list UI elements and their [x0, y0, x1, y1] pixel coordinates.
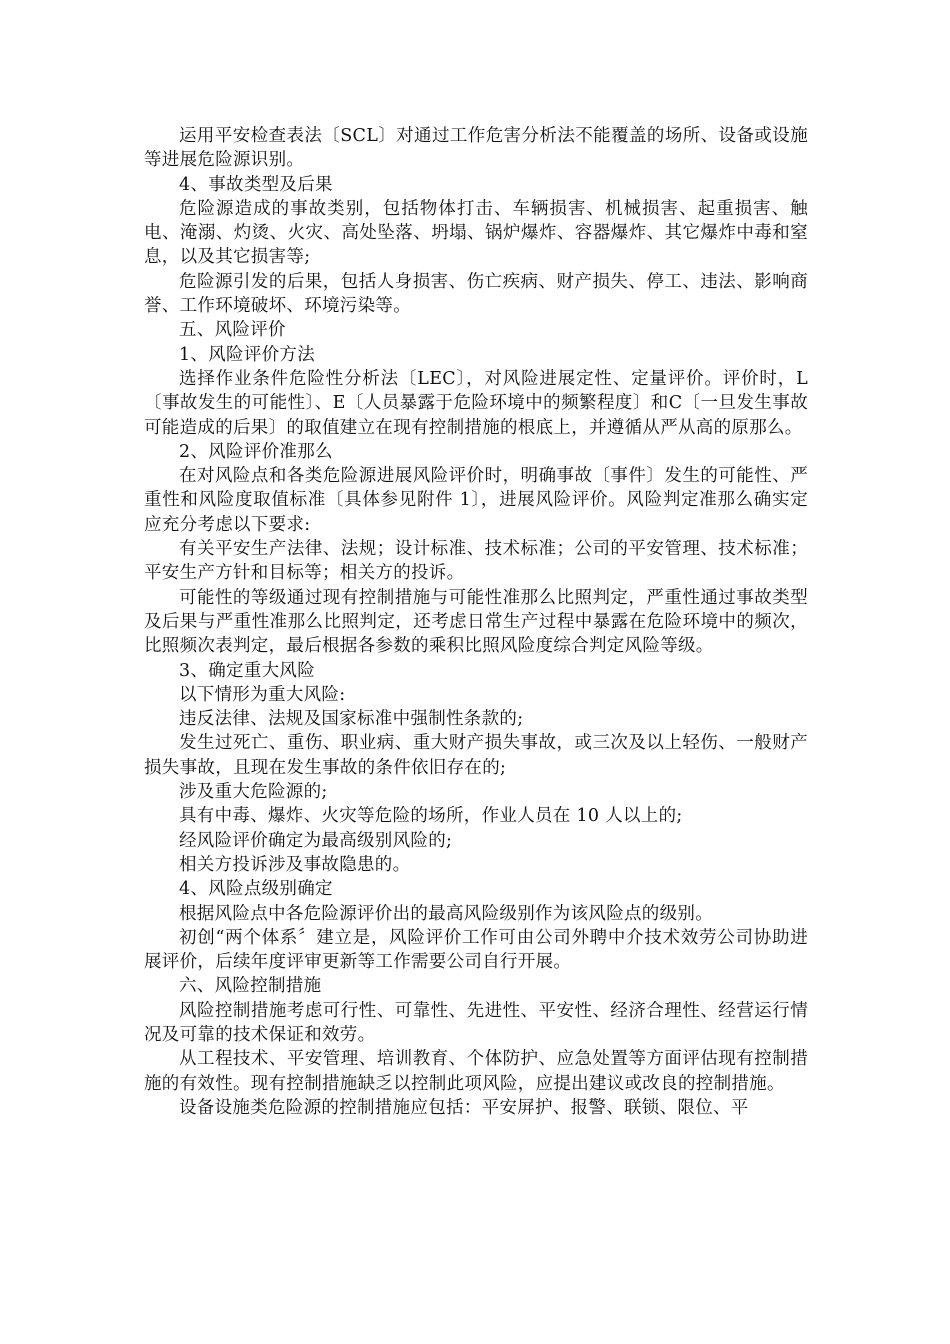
chapter-heading: 六、风险控制措施 [179, 976, 322, 997]
paragraph: 运用平安检查表法〔SCL〕对通过工作危害分析法不能覆盖的场所、设备或设施等进展危险源识别。 [144, 126, 808, 171]
section-heading: 2、风险评价准那么 [179, 441, 333, 462]
paragraph: 设备设施类危险源的控制措施应包括：平安屏护、报警、联锁、限位、平 [179, 1097, 749, 1118]
paragraph: 危险源引发的后果，包括人身损害、伤亡疾病、财产损失、停工、违法、影响商誉、工作环境破坏、环境污染等。 [144, 271, 808, 317]
section-heading: 4、风险点级别确定 [179, 879, 333, 900]
paragraph: 初创“两个体系〞建立是，风险评价工作可由公司外聘中介技术效劳公司协助进展评价，后续年度评审更新等工作需要公司自行开展。 [144, 927, 808, 973]
paragraph: 根据风险点中各危险源评价出的最高风险级别作为该风险点的级别。 [179, 903, 713, 924]
list-item: 违反法律、法规及国家标准中强制性条款的; [179, 709, 524, 730]
list-item: 具有中毒、爆炸、火灾等危险的场所，作业人员在 10 人以上的; [179, 806, 683, 827]
list-item: 经风险评价确定为最高级别风险的; [179, 830, 453, 851]
paragraph: 危险源造成的事故类别，包括物体打击、车辆损害、机械损害、起重损害、触电、淹溺、灼烫、火灾、高处坠落、坍塌、锅炉爆炸、容器爆炸、其它爆炸中毒和窒息，以及其它损害等; [144, 198, 808, 268]
section-heading: 1、风险评价方法 [179, 344, 316, 365]
section-heading: 3、确定重大风险 [179, 660, 316, 681]
list-item: 发生过死亡、重伤、职业病、重大财产损失事故，或三次及以上轻伤、一般财产损失事故，且现在发生事故的条件依旧存在的; [144, 733, 808, 778]
paragraph: 从工程技术、平安管理、培训教育、个体防护、应急处置等方面评估现有控制措施的有效性。现有控制措施缺乏以控制此项风险，应提出建议或改良的控制措施。 [144, 1049, 808, 1094]
paragraph: 有关平安生产法律、法规；设计标准、技术标准；公司的平安管理、技术标准；平安生产方针和目标等；相关方的投诉。 [144, 539, 808, 584]
paragraph: 可能性的等级通过现有控制措施与可能性准那么比照判定，严重性通过事故类型及后果与严重性准那么比照判定，还考虑日常生产过程中暴露在危险环境中的频次，比照频次表判定，最后根据各参数的乘积比照风险度综合判定风险等级。 [144, 587, 808, 657]
paragraph: 选择作业条件危险性分析法〔LEC〕，对风险进展定性、定量评价。评价时，L〔事故发生的可能性〕、E〔人员暴露于危险环境中的频繁程度〕和C〔一旦发生事故可能造成的后果〕的取值建立在现有控制措施的根底上，并遵循从严从高的原那么。 [144, 368, 808, 438]
section-heading: 4、事故类型及后果 [179, 174, 333, 195]
list-item: 涉及重大危险源的; [179, 782, 328, 803]
chapter-heading: 五、风险评价 [179, 320, 286, 341]
paragraph: 在对风险点和各类危险源进展风险评价时，明确事故〔事件〕发生的可能性、严重性和风险度取值标准〔具体参见附件 1〕，进展风险评价。风险判定准那么确实定应充分考虑以下要求: [144, 466, 808, 535]
paragraph: 风险控制措施考虑可行性、可靠性、先进性、平安性、经济合理性、经营运行情况及可靠的技术保证和效劳。 [144, 1000, 808, 1045]
document-body [144, 124, 808, 1120]
list-item: 相关方投诉涉及事故隐患的。 [179, 854, 411, 875]
paragraph: 以下情形为重大风险: [179, 684, 346, 705]
